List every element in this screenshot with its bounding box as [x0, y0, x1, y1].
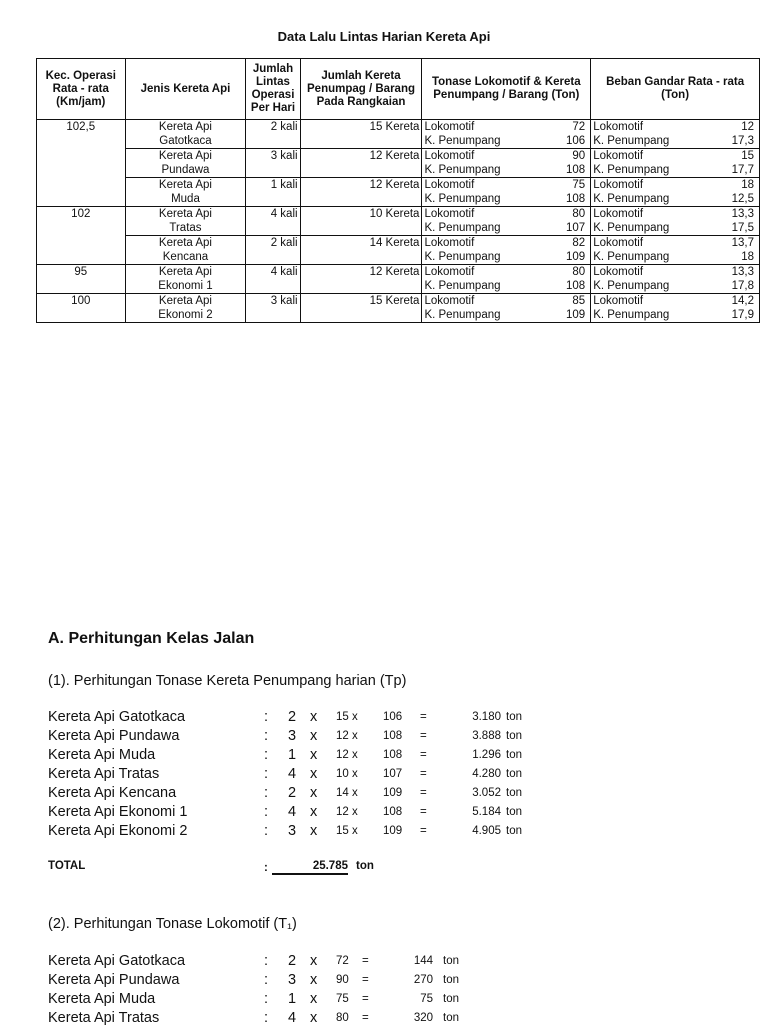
tonnage-factor: 107	[383, 768, 403, 780]
axle-passenger-label: K. Penumpang	[593, 222, 670, 234]
tonnage-loco-label: Lokomotif	[424, 266, 475, 278]
tp-calc-row	[48, 709, 748, 728]
axle-passenger-label: K. Penumpang	[593, 309, 670, 321]
unit-label: ton	[443, 955, 459, 967]
train-type-line1: Kereta Api	[158, 295, 212, 307]
tonnage-passenger-value: 108	[566, 280, 586, 292]
daily-trips-cell: 2 kali	[246, 120, 300, 149]
tonnage-factor: 90	[336, 974, 349, 986]
train-type-cell	[125, 294, 246, 323]
tonnage-factor: 108	[383, 730, 403, 742]
axle-loco	[593, 178, 757, 192]
equals-sign: =	[362, 955, 369, 967]
tonnage-factor: 108	[383, 806, 403, 818]
unit-label: ton	[506, 749, 522, 761]
table-row	[37, 265, 760, 294]
carriage-factor: 15 x	[336, 825, 358, 837]
tonnage-loco	[424, 294, 588, 308]
tonnage-loco-label: Lokomotif	[424, 208, 475, 220]
table-row	[37, 149, 760, 178]
train-type-line2: Kencana	[162, 251, 209, 263]
axle-loco	[593, 294, 757, 308]
colon: :	[264, 991, 269, 1007]
train-name: Kereta Api Tratas	[48, 1010, 160, 1026]
equals-sign: =	[420, 825, 427, 837]
tonnage-cell	[422, 178, 591, 207]
trip-count: 4	[288, 766, 297, 782]
train-type-cell	[125, 178, 246, 207]
result-value: 5.184	[472, 806, 501, 818]
table-row	[37, 294, 760, 323]
table-row	[37, 207, 760, 236]
tonnage-loco-value: 80	[572, 266, 586, 278]
carriage-count-cell: 15 Kereta	[300, 120, 422, 149]
axle-passenger-value: 17,9	[731, 309, 754, 321]
equals-sign: =	[420, 711, 427, 723]
multiply-sign: x	[310, 1010, 318, 1026]
result-value: 4.905	[472, 825, 501, 837]
carriage-count-cell: 10 Kereta	[300, 207, 422, 236]
tonnage-passenger-value: 106	[566, 135, 586, 147]
daily-trips-cell: 1 kali	[246, 178, 300, 207]
multiply-sign: x	[310, 991, 318, 1007]
tonnage-factor: 75	[336, 993, 349, 1005]
unit-label: ton	[506, 730, 522, 742]
axle-loco-label: Lokomotif	[593, 295, 644, 307]
axle-loco	[593, 120, 757, 134]
colon: :	[264, 766, 269, 782]
train-type-line1: Kereta Api	[158, 237, 212, 249]
tonnage-cell	[422, 265, 591, 294]
tp-calc-row	[48, 747, 748, 766]
unit-label: ton	[443, 1012, 459, 1024]
carriage-factor: 12 x	[336, 806, 358, 818]
axle-passenger	[593, 308, 757, 322]
tonnage-passenger	[424, 134, 588, 148]
unit-label: ton	[506, 768, 522, 780]
tp-total-row	[48, 860, 548, 880]
axle-loco	[593, 149, 757, 163]
daily-trips-cell: 3 kali	[246, 149, 300, 178]
tl-calc-row	[48, 953, 748, 972]
colon: :	[264, 728, 269, 744]
axle-loco-label: Lokomotif	[593, 121, 644, 133]
trip-count: 2	[288, 709, 297, 725]
axle-loco-label: Lokomotif	[593, 208, 644, 220]
axle-load-cell	[591, 265, 760, 294]
tonnage-cell	[422, 120, 591, 149]
equals-sign: =	[420, 787, 427, 799]
multiply-sign: x	[310, 747, 318, 763]
train-name: Kereta Api Tratas	[48, 766, 160, 782]
result-value: 320	[413, 1012, 433, 1024]
train-type-line1: Kereta Api	[158, 121, 212, 133]
train-type-line1: Kereta Api	[158, 179, 212, 191]
equals-sign: =	[362, 993, 369, 1005]
train-type-line2: Gatotkaca	[159, 135, 212, 147]
train-name: Kereta Api Kencana	[48, 785, 177, 801]
tonnage-loco-value: 72	[572, 121, 586, 133]
colon: :	[264, 709, 269, 725]
equals-sign: =	[420, 806, 427, 818]
header-carriage-count: Jumlah Kereta Penumpag / Barang Pada Rangkaian	[300, 59, 422, 120]
total-unit: ton	[356, 860, 374, 872]
train-name: Kereta Api Ekonomi 1	[48, 804, 188, 820]
unit-label: ton	[443, 974, 459, 986]
tonnage-factor: 109	[383, 825, 403, 837]
tonnage-loco-label: Lokomotif	[424, 295, 475, 307]
tonnage-loco	[424, 178, 588, 192]
multiply-sign: x	[310, 766, 318, 782]
unit-label: ton	[506, 806, 522, 818]
tonnage-loco-label: Lokomotif	[424, 237, 475, 249]
axle-passenger-value: 12,5	[731, 193, 754, 205]
axle-passenger-label: K. Penumpang	[593, 135, 670, 147]
train-type-cell	[125, 236, 246, 265]
daily-trips-cell: 3 kali	[246, 294, 300, 323]
result-value: 3.052	[472, 787, 501, 799]
tonnage-loco	[424, 149, 588, 163]
tonnage-passenger-label: K. Penumpang	[424, 251, 501, 263]
carriage-count-cell: 14 Kereta	[300, 236, 422, 265]
colon: :	[264, 823, 269, 839]
axle-loco-value: 15	[741, 150, 754, 162]
train-type-line2: Pundawa	[161, 164, 210, 176]
train-name: Kereta Api Pundawa	[48, 972, 180, 988]
tl-calc-row	[48, 991, 748, 1010]
traffic-data-table	[36, 58, 760, 323]
carriage-factor: 15 x	[336, 711, 358, 723]
multiply-sign: x	[310, 953, 318, 969]
daily-trips-cell: 2 kali	[246, 236, 300, 265]
carriage-factor: 12 x	[336, 749, 358, 761]
tonnage-passenger-value: 109	[566, 309, 586, 321]
colon: :	[264, 747, 269, 763]
unit-label: ton	[506, 711, 522, 723]
axle-passenger-label: K. Penumpang	[593, 193, 670, 205]
axle-loco-label: Lokomotif	[593, 266, 644, 278]
tonnage-loco	[424, 120, 588, 134]
multiply-sign: x	[310, 823, 318, 839]
axle-passenger	[593, 163, 757, 177]
train-type-cell	[125, 120, 246, 149]
tonnage-loco	[424, 265, 588, 279]
trip-count: 3	[288, 972, 297, 988]
axle-load-cell	[591, 149, 760, 178]
header-daily-trips: Jumlah Lintas Operasi Per Hari	[246, 59, 300, 120]
unit-label: ton	[506, 787, 522, 799]
trip-count: 1	[288, 991, 297, 1007]
daily-trips-cell: 4 kali	[246, 265, 300, 294]
trip-count: 3	[288, 728, 297, 744]
tonnage-passenger-label: K. Penumpang	[424, 280, 501, 292]
axle-passenger-value: 17,3	[731, 135, 754, 147]
tonnage-loco-label: Lokomotif	[424, 121, 475, 133]
tonnage-loco-label: Lokomotif	[424, 150, 475, 162]
header-train-type: Jenis Kereta Api	[125, 59, 246, 120]
tonnage-passenger	[424, 221, 588, 235]
tonnage-passenger	[424, 250, 588, 264]
table-row	[37, 236, 760, 265]
axle-load-cell	[591, 178, 760, 207]
tp-calc-row	[48, 804, 748, 823]
axle-loco-value: 13,3	[731, 266, 754, 278]
carriage-factor: 10 x	[336, 768, 358, 780]
colon: :	[264, 1010, 269, 1026]
header-tonnage: Tonase Lokomotif & Kereta Penumpang / Barang (Ton)	[422, 59, 591, 120]
tonnage-passenger-value: 108	[566, 193, 586, 205]
tonnage-loco	[424, 236, 588, 250]
tonnage-cell	[422, 207, 591, 236]
axle-loco	[593, 207, 757, 221]
speed-cell: 100	[37, 294, 126, 323]
header-axle-load: Beban Gandar Rata - rata (Ton)	[591, 59, 760, 120]
trip-count: 2	[288, 953, 297, 969]
train-type-cell	[125, 265, 246, 294]
result-value: 3.180	[472, 711, 501, 723]
axle-passenger-value: 17,8	[731, 280, 754, 292]
header-speed: Kec. Operasi Rata - rata (Km/jam)	[37, 59, 126, 120]
axle-loco-label: Lokomotif	[593, 237, 644, 249]
tonnage-cell	[422, 236, 591, 265]
daily-trips-cell: 4 kali	[246, 207, 300, 236]
tonnage-passenger-label: K. Penumpang	[424, 309, 501, 321]
train-name: Kereta Api Pundawa	[48, 728, 180, 744]
axle-loco	[593, 265, 757, 279]
train-type-line2: Ekonomi 1	[158, 280, 213, 292]
carriage-factor: 12 x	[336, 730, 358, 742]
carriage-count-cell: 12 Kereta	[300, 265, 422, 294]
train-name: Kereta Api Muda	[48, 747, 156, 763]
tl-subtitle: (2). Perhitungan Tonase Lokomotif (T₁)	[48, 916, 297, 932]
axle-loco-value: 14,2	[731, 295, 754, 307]
tonnage-factor: 106	[383, 711, 403, 723]
train-type-line2: Muda	[171, 193, 200, 205]
colon: :	[264, 804, 269, 820]
axle-load-cell	[591, 236, 760, 265]
tonnage-loco-value: 85	[572, 295, 586, 307]
axle-load-cell	[591, 120, 760, 149]
train-type-cell	[125, 149, 246, 178]
tonnage-passenger	[424, 308, 588, 322]
train-type-line1: Kereta Api	[158, 150, 212, 162]
tonnage-factor: 108	[383, 749, 403, 761]
axle-passenger	[593, 279, 757, 293]
equals-sign: =	[420, 730, 427, 742]
tonnage-passenger-label: K. Penumpang	[424, 135, 501, 147]
colon: :	[264, 785, 269, 801]
result-value: 4.280	[472, 768, 501, 780]
equals-sign: =	[420, 768, 427, 780]
trip-count: 3	[288, 823, 297, 839]
result-value: 1.296	[472, 749, 501, 761]
tonnage-passenger-value: 108	[566, 164, 586, 176]
tp-subtitle: (1). Perhitungan Tonase Kereta Penumpang harian (Tp)	[48, 673, 407, 689]
unit-label: ton	[443, 993, 459, 1005]
axle-passenger-value: 18	[741, 251, 754, 263]
carriage-count-cell: 12 Kereta	[300, 149, 422, 178]
tonnage-passenger-label: K. Penumpang	[424, 193, 501, 205]
train-name: Kereta Api Gatotkaca	[48, 709, 186, 725]
tl-calc-row	[48, 1010, 748, 1029]
carriage-factor: 14 x	[336, 787, 358, 799]
result-value: 270	[413, 974, 433, 986]
tonnage-loco-value: 80	[572, 208, 586, 220]
result-value: 75	[420, 993, 433, 1005]
carriage-count-cell: 15 Kereta	[300, 294, 422, 323]
tonnage-passenger	[424, 192, 588, 206]
axle-passenger-label: K. Penumpang	[593, 251, 670, 263]
table-row	[37, 178, 760, 207]
trip-count: 4	[288, 804, 297, 820]
axle-load-cell	[591, 207, 760, 236]
axle-loco-label: Lokomotif	[593, 179, 644, 191]
train-type-line2: Tratas	[169, 222, 202, 234]
total-label: TOTAL	[48, 860, 86, 872]
axle-loco-value: 18	[741, 179, 754, 191]
axle-passenger	[593, 221, 757, 235]
speed-cell: 102	[37, 207, 126, 265]
tonnage-factor: 80	[336, 1012, 349, 1024]
multiply-sign: x	[310, 804, 318, 820]
multiply-sign: x	[310, 785, 318, 801]
axle-loco-label: Lokomotif	[593, 150, 644, 162]
train-type-line2: Ekonomi 2	[158, 309, 213, 321]
table-header-row	[37, 59, 760, 120]
axle-passenger-label: K. Penumpang	[593, 164, 670, 176]
tonnage-loco-value: 82	[572, 237, 586, 249]
train-type-line1: Kereta Api	[158, 208, 212, 220]
colon: :	[264, 972, 269, 988]
tonnage-passenger	[424, 163, 588, 177]
tonnage-loco-value: 75	[572, 179, 586, 191]
axle-load-cell	[591, 294, 760, 323]
total-value: 25.785	[272, 860, 348, 875]
total-colon: :	[264, 862, 268, 874]
tonnage-factor: 109	[383, 787, 403, 799]
axle-passenger-label: K. Penumpang	[593, 280, 670, 292]
train-type-line1: Kereta Api	[158, 266, 212, 278]
tonnage-passenger-label: K. Penumpang	[424, 222, 501, 234]
axle-passenger-value: 17,7	[731, 164, 754, 176]
equals-sign: =	[420, 749, 427, 761]
unit-label: ton	[506, 825, 522, 837]
train-name: Kereta Api Ekonomi 2	[48, 823, 188, 839]
tp-calc-row	[48, 766, 748, 785]
multiply-sign: x	[310, 972, 318, 988]
axle-loco-value: 13,7	[731, 237, 754, 249]
multiply-sign: x	[310, 709, 318, 725]
speed-cell: 102,5	[37, 120, 126, 207]
axle-passenger	[593, 192, 757, 206]
tonnage-cell	[422, 149, 591, 178]
train-type-cell	[125, 207, 246, 236]
result-value: 3.888	[472, 730, 501, 742]
train-name: Kereta Api Muda	[48, 991, 156, 1007]
trip-count: 1	[288, 747, 297, 763]
speed-cell: 95	[37, 265, 126, 294]
colon: :	[264, 953, 269, 969]
tonnage-passenger-label: K. Penumpang	[424, 164, 501, 176]
trip-count: 4	[288, 1010, 297, 1026]
tonnage-factor: 72	[336, 955, 349, 967]
tp-calc-row	[48, 823, 748, 842]
tonnage-loco-label: Lokomotif	[424, 179, 475, 191]
equals-sign: =	[362, 974, 369, 986]
tonnage-passenger-value: 107	[566, 222, 586, 234]
tl-calc-row	[48, 972, 748, 991]
tonnage-passenger-value: 109	[566, 251, 586, 263]
tonnage-loco-value: 90	[572, 150, 586, 162]
page-title: Data Lalu Lintas Harian Kereta Api	[277, 29, 491, 44]
axle-passenger	[593, 250, 757, 264]
multiply-sign: x	[310, 728, 318, 744]
tonnage-cell	[422, 294, 591, 323]
axle-passenger-value: 17,5	[731, 222, 754, 234]
result-value: 144	[413, 955, 433, 967]
tp-calc-row	[48, 728, 748, 747]
train-name: Kereta Api Gatotkaca	[48, 953, 186, 969]
axle-loco-value: 13,3	[731, 208, 754, 220]
axle-loco-value: 12	[741, 121, 754, 133]
table-row	[37, 120, 760, 149]
equals-sign: =	[362, 1012, 369, 1024]
table-body	[37, 120, 760, 323]
axle-loco	[593, 236, 757, 250]
section-a-title: A. Perhitungan Kelas Jalan	[48, 630, 255, 647]
tp-calc-row	[48, 785, 748, 804]
trip-count: 2	[288, 785, 297, 801]
tonnage-loco	[424, 207, 588, 221]
carriage-count-cell: 12 Kereta	[300, 178, 422, 207]
tonnage-passenger	[424, 279, 588, 293]
axle-passenger	[593, 134, 757, 148]
